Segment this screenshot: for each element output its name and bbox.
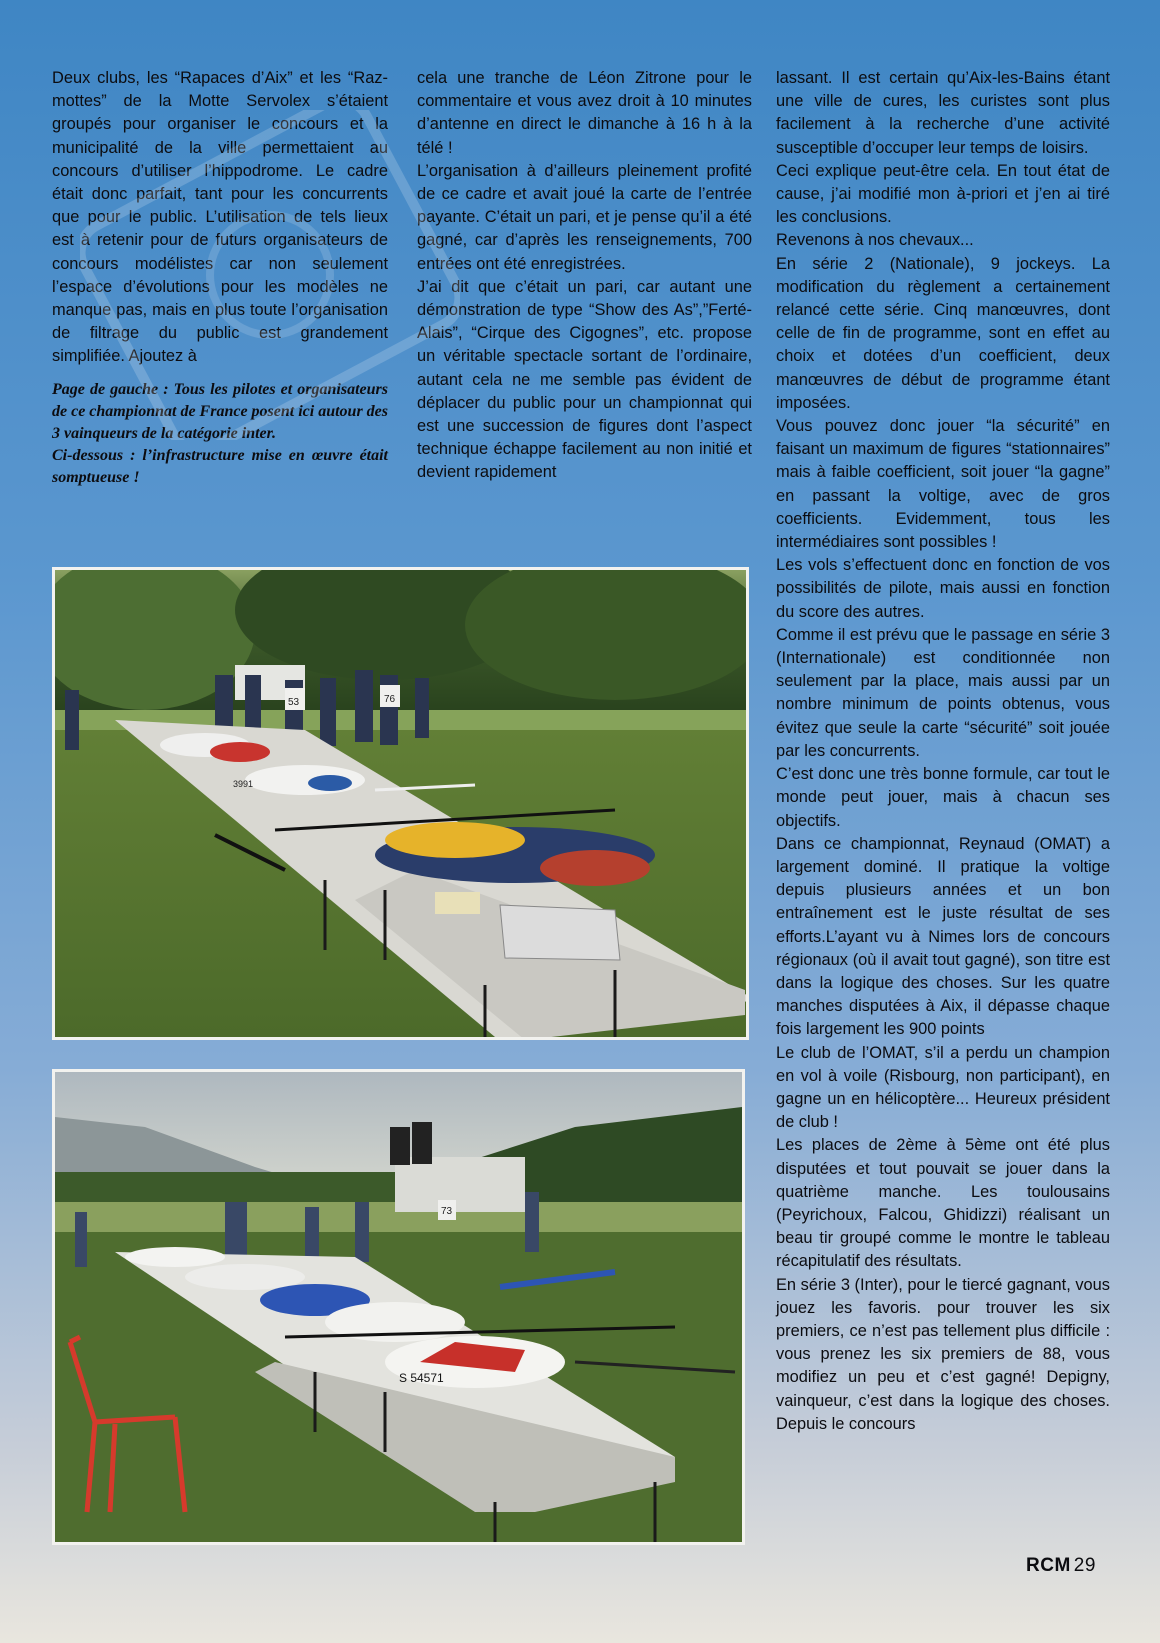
photo-caption-left-page: Page de gauche : Tous les pilotes et organisateurs de ce championnat de France posent ici autour des 3 vainqueurs de la catégorie inter.	[52, 380, 388, 442]
photo-helicopter-tables-trees	[52, 567, 749, 1040]
text-column-2	[417, 67, 752, 485]
photo-helicopter-lineup-red-chair	[52, 1069, 745, 1545]
paragraph: Les places de 2ème à 5ème ont été plus disputées et tout pouvait se jouer dans la quatrième manche. Les toulousains (Peyrichoux, Falcou, Ghidizzi) réalisant un beau tir groupé comme le montre le tableau récapitulatif des résultats.	[776, 1136, 1110, 1271]
paragraph: Le club de l’OMAT, s’il a perdu un champion en vol à voile (Risbourg, non participant), en gagne un en hélicoptère... Heureux président de club !	[776, 1043, 1110, 1132]
page-number: 29	[1073, 1555, 1096, 1576]
photo1-label: 53	[288, 697, 300, 708]
text-column-3	[776, 67, 1110, 1436]
photo1-label: 76	[384, 694, 396, 705]
magazine-logo: RCM	[1026, 1555, 1071, 1576]
paragraph: Deux clubs, les “Rapaces d’Aix” et les “Raz-mottes” de la Motte Servolex s’étaient groupés pour organiser le concours et la municipalité de la ville permettaient au concours d’utiliser l’hippodrome. Le cadre était donc parfait, tant pour les concurrents que pour le public. L’utilisation de tels lieux est à retenir pour de futurs organisateurs de concours modélistes car non seulement l’espace d’évolutions pour les modèles ne manque pas, mais en plus toute l’organisation de filtrage du public est grandement simplifiée. Ajoutez à	[52, 69, 388, 366]
paragraph: Comme il est prévu que le passage en série 3 (Internationale) est conditionnée non seulement par la place, mais aussi par un nombre minimum de points obtenus, vous évitez que seule la carte “sécurité” soit jouée par les concurrents.	[776, 625, 1110, 760]
page-folio	[1026, 1555, 1096, 1577]
photo2-label: S 54571	[399, 1371, 444, 1385]
photo-caption-below: Ci-dessous : l’infrastructure mise en œuvre était somptueuse !	[52, 446, 388, 486]
photo1-label: 3991	[233, 779, 254, 789]
paragraph: J’ai dit que c’était un pari, car autant une démonstration de type “Show des As”,”Ferté-Alais”, “Cirque des Cigognes”, etc. propose un véritable spectacle sortant de l’ordinaire, autant cela ne me semble pas évident de déplacer du public pour un championnat qui est une succession de figures dont l’aspect technique échappe facilement au non initié et devient rapidement	[417, 277, 752, 482]
paragraph: cela une tranche de Léon Zitrone pour le commentaire et vous avez droit à 10 minutes d’antenne en direct le dimanche à 16 h à la télé !	[417, 69, 752, 157]
photo2-label: 73	[441, 1206, 453, 1217]
paragraph: En série 3 (Inter), pour le tiercé gagnant, vous jouez les favoris. pour trouver les six premiers, ce n’est pas tellement plus difficile : vous prenez les six premiers de 88, vous modifiez un peu et c’est gagné! Depigny, vainqueur, c’est dans la logique des choses. Depuis le concours	[776, 1275, 1110, 1433]
paragraph: C’est donc une très bonne formule, car tout le monde peut jouer, mais à chacun ses objectifs.	[776, 765, 1110, 830]
paragraph: Revenons à nos chevaux...	[776, 231, 974, 250]
paragraph: Vous pouvez donc jouer “la sécurité” en faisant un maximum de figures “stationnaires” mais à faible coefficient, soit jouer “la gagne” en passant la voltige, avec de gros coefficients. Evidemment, tous les intermédiaires sont possibles !	[776, 417, 1110, 552]
paragraph: Ceci explique peut-être cela. En tout état de cause, j’ai modifié mon à-priori et j’en ai tiré les conclusions.	[776, 161, 1110, 227]
paragraph: Les vols s’effectuent donc en fonction de vos possibilités de pilote, mais aussi en fonction du score des autres.	[776, 556, 1110, 621]
paragraph: lassant. Il est certain qu’Aix-les-Bains étant une ville de cures, les curistes sont plus facilement à la recherche d’une activité susceptible d’occuper leur temps de loisirs.	[776, 69, 1110, 157]
paragraph: En série 2 (Nationale), 9 jockeys. La modification du règlement a certainement relancé cette série. Cinq manœuvres, dont celle de fin de programme, sont en effet au choix et dotées d’un coefficient, deux manœuvres de début de programme étant imposées.	[776, 254, 1110, 412]
paragraph: L’organisation à d’ailleurs pleinement profité de ce cadre et avait joué la carte de l’entrée payante. C’était un pari, et je pense qu’il a été gagné, car d’après les renseignements, 700 entrées ont été enregistrées.	[417, 161, 752, 273]
text-column-1	[52, 67, 388, 489]
paragraph: Dans ce championnat, Reynaud (OMAT) a largement dominé. Il pratique la voltige depuis plusieurs années et un bon entraînement est le juste résultat de ses efforts.L’ayant vu à Nimes lors de concours régionaux (où il avait tout gagné), son titre est dans la logique des choses. Sur les quatre manches disputées à Aix, il dépasse chaque fois largement les 900 points	[776, 834, 1110, 1039]
